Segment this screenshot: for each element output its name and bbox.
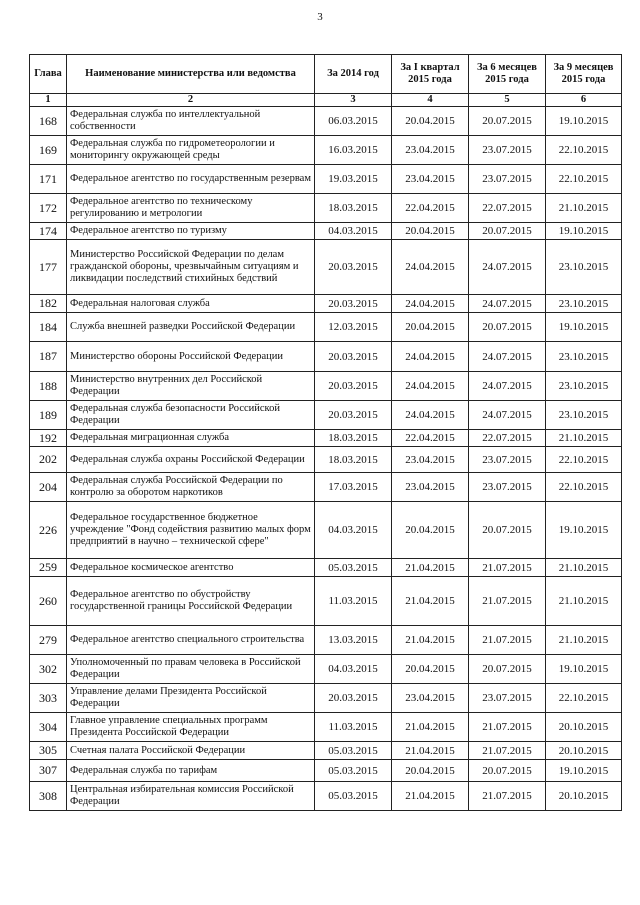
- table-row: [30, 577, 622, 626]
- date-6-months-cell: 20.07.2015: [469, 223, 546, 240]
- ministry-name-cell: Федеральная служба охраны Российской Федерации: [67, 447, 315, 473]
- date-6-months-cell: 24.07.2015: [469, 295, 546, 313]
- date-6-months-cell: 23.07.2015: [469, 447, 546, 473]
- date-q1-cell: 20.04.2015: [392, 223, 469, 240]
- date-q1-cell: 20.04.2015: [392, 313, 469, 342]
- date-2014-cell: 17.03.2015: [315, 473, 392, 502]
- chapter-cell: 307: [30, 760, 67, 782]
- ministry-name-cell: Федеральное агентство специального строительства: [67, 626, 315, 655]
- header-row: [30, 55, 622, 94]
- chapter-cell: 174: [30, 223, 67, 240]
- date-q1-cell: 21.04.2015: [392, 559, 469, 577]
- ministry-name-cell: Федеральная служба по гидрометеорологии и мониторингу окружающей среды: [67, 136, 315, 165]
- chapter-cell: 302: [30, 655, 67, 684]
- ministry-name-cell: Федеральная служба безопасности Российской Федерации: [67, 401, 315, 430]
- chapter-cell: 189: [30, 401, 67, 430]
- date-q1-cell: 24.04.2015: [392, 240, 469, 295]
- ministry-name-cell: Главное управление специальных программ Президента Российской Федерации: [67, 713, 315, 742]
- table-row: [30, 401, 622, 430]
- date-6-months-cell: 22.07.2015: [469, 194, 546, 223]
- header-9-months-2015: За 9 месяцев 2015 года: [546, 55, 622, 94]
- date-q1-cell: 21.04.2015: [392, 626, 469, 655]
- table-row: [30, 626, 622, 655]
- column-number: 6: [546, 94, 622, 107]
- date-2014-cell: 20.03.2015: [315, 342, 392, 372]
- date-2014-cell: 06.03.2015: [315, 107, 392, 136]
- date-2014-cell: 05.03.2015: [315, 742, 392, 760]
- date-6-months-cell: 20.07.2015: [469, 655, 546, 684]
- chapter-cell: 305: [30, 742, 67, 760]
- date-9-months-cell: 19.10.2015: [546, 107, 622, 136]
- date-2014-cell: 12.03.2015: [315, 313, 392, 342]
- date-2014-cell: 13.03.2015: [315, 626, 392, 655]
- table-row: [30, 313, 622, 342]
- date-9-months-cell: 21.10.2015: [546, 626, 622, 655]
- chapter-cell: 187: [30, 342, 67, 372]
- date-2014-cell: 20.03.2015: [315, 240, 392, 295]
- chapter-cell: 184: [30, 313, 67, 342]
- chapter-cell: 259: [30, 559, 67, 577]
- ministry-name-cell: Министерство обороны Российской Федерации: [67, 342, 315, 372]
- date-6-months-cell: 21.07.2015: [469, 713, 546, 742]
- date-2014-cell: 18.03.2015: [315, 430, 392, 447]
- table-row: [30, 713, 622, 742]
- chapter-cell: 308: [30, 782, 67, 811]
- chapter-cell: 304: [30, 713, 67, 742]
- header-6-months-2015: За 6 месяцев 2015 года: [469, 55, 546, 94]
- date-q1-cell: 21.04.2015: [392, 577, 469, 626]
- table-row: [30, 194, 622, 223]
- date-9-months-cell: 23.10.2015: [546, 342, 622, 372]
- chapter-cell: 188: [30, 372, 67, 401]
- date-2014-cell: 11.03.2015: [315, 577, 392, 626]
- chapter-cell: 169: [30, 136, 67, 165]
- table-row: [30, 742, 622, 760]
- date-9-months-cell: 19.10.2015: [546, 313, 622, 342]
- ministry-name-cell: Уполномоченный по правам человека в Российской Федерации: [67, 655, 315, 684]
- date-6-months-cell: 24.07.2015: [469, 372, 546, 401]
- date-6-months-cell: 20.07.2015: [469, 107, 546, 136]
- ministry-name-cell: Центральная избирательная комиссия Российской Федерации: [67, 782, 315, 811]
- chapter-cell: 171: [30, 165, 67, 194]
- date-6-months-cell: 24.07.2015: [469, 401, 546, 430]
- table-row: [30, 473, 622, 502]
- date-9-months-cell: 19.10.2015: [546, 655, 622, 684]
- chapter-cell: 182: [30, 295, 67, 313]
- ministry-name-cell: Федеральная миграционная служба: [67, 430, 315, 447]
- chapter-cell: 202: [30, 447, 67, 473]
- date-6-months-cell: 24.07.2015: [469, 240, 546, 295]
- date-q1-cell: 23.04.2015: [392, 447, 469, 473]
- date-2014-cell: 05.03.2015: [315, 559, 392, 577]
- chapter-cell: 192: [30, 430, 67, 447]
- date-6-months-cell: 23.07.2015: [469, 136, 546, 165]
- ministry-name-cell: Федеральное государственное бюджетное учреждение "Фонд содействия развитию малых форм предприятий в научно – технической сфере": [67, 502, 315, 559]
- date-9-months-cell: 20.10.2015: [546, 782, 622, 811]
- date-2014-cell: 04.03.2015: [315, 655, 392, 684]
- date-q1-cell: 22.04.2015: [392, 194, 469, 223]
- date-9-months-cell: 21.10.2015: [546, 194, 622, 223]
- date-9-months-cell: 22.10.2015: [546, 684, 622, 713]
- date-9-months-cell: 21.10.2015: [546, 577, 622, 626]
- date-q1-cell: 23.04.2015: [392, 473, 469, 502]
- chapter-cell: 226: [30, 502, 67, 559]
- table-row: [30, 372, 622, 401]
- column-number-row: [30, 94, 622, 107]
- date-9-months-cell: 23.10.2015: [546, 240, 622, 295]
- date-9-months-cell: 19.10.2015: [546, 502, 622, 559]
- date-6-months-cell: 23.07.2015: [469, 684, 546, 713]
- ministry-name-cell: Федеральная служба по тарифам: [67, 760, 315, 782]
- date-q1-cell: 21.04.2015: [392, 713, 469, 742]
- date-2014-cell: 20.03.2015: [315, 684, 392, 713]
- ministry-name-cell: Управление делами Президента Российской Федерации: [67, 684, 315, 713]
- header-name: Наименование министерства или ведомства: [67, 55, 315, 94]
- chapter-cell: 172: [30, 194, 67, 223]
- chapter-cell: 168: [30, 107, 67, 136]
- date-6-months-cell: 20.07.2015: [469, 313, 546, 342]
- ministry-name-cell: Федеральная служба по интеллектуальной собственности: [67, 107, 315, 136]
- table-row: [30, 782, 622, 811]
- header-year-2014: За 2014 год: [315, 55, 392, 94]
- date-q1-cell: 20.04.2015: [392, 107, 469, 136]
- date-9-months-cell: 19.10.2015: [546, 760, 622, 782]
- date-9-months-cell: 23.10.2015: [546, 295, 622, 313]
- column-number: 4: [392, 94, 469, 107]
- date-9-months-cell: 21.10.2015: [546, 430, 622, 447]
- table-row: [30, 559, 622, 577]
- date-6-months-cell: 24.07.2015: [469, 342, 546, 372]
- date-6-months-cell: 21.07.2015: [469, 782, 546, 811]
- table-row: [30, 223, 622, 240]
- date-6-months-cell: 20.07.2015: [469, 502, 546, 559]
- date-9-months-cell: 22.10.2015: [546, 165, 622, 194]
- date-2014-cell: 04.03.2015: [315, 502, 392, 559]
- date-9-months-cell: 23.10.2015: [546, 401, 622, 430]
- ministry-name-cell: Федеральное космическое агентство: [67, 559, 315, 577]
- date-q1-cell: 22.04.2015: [392, 430, 469, 447]
- table-body: [30, 107, 622, 811]
- date-9-months-cell: 23.10.2015: [546, 372, 622, 401]
- date-2014-cell: 11.03.2015: [315, 713, 392, 742]
- table-row: [30, 502, 622, 559]
- date-2014-cell: 18.03.2015: [315, 447, 392, 473]
- date-6-months-cell: 21.07.2015: [469, 577, 546, 626]
- date-q1-cell: 21.04.2015: [392, 782, 469, 811]
- date-q1-cell: 23.04.2015: [392, 136, 469, 165]
- date-2014-cell: 20.03.2015: [315, 372, 392, 401]
- ministry-name-cell: Федеральная служба Российской Федерации по контролю за оборотом наркотиков: [67, 473, 315, 502]
- date-6-months-cell: 21.07.2015: [469, 742, 546, 760]
- date-6-months-cell: 23.07.2015: [469, 165, 546, 194]
- date-q1-cell: 24.04.2015: [392, 401, 469, 430]
- date-2014-cell: 04.03.2015: [315, 223, 392, 240]
- table-row: [30, 342, 622, 372]
- column-number: 1: [30, 94, 67, 107]
- header-q1-2015: За I квартал 2015 года: [392, 55, 469, 94]
- date-9-months-cell: 22.10.2015: [546, 473, 622, 502]
- date-q1-cell: 24.04.2015: [392, 372, 469, 401]
- ministry-name-cell: Федеральная налоговая служба: [67, 295, 315, 313]
- deadlines-table: [29, 54, 622, 811]
- date-2014-cell: 20.03.2015: [315, 401, 392, 430]
- date-2014-cell: 05.03.2015: [315, 782, 392, 811]
- chapter-cell: 204: [30, 473, 67, 502]
- ministry-name-cell: Счетная палата Российской Федерации: [67, 742, 315, 760]
- date-9-months-cell: 20.10.2015: [546, 713, 622, 742]
- date-6-months-cell: 21.07.2015: [469, 559, 546, 577]
- date-9-months-cell: 20.10.2015: [546, 742, 622, 760]
- table-row: [30, 760, 622, 782]
- date-9-months-cell: 22.10.2015: [546, 447, 622, 473]
- date-q1-cell: 20.04.2015: [392, 760, 469, 782]
- date-2014-cell: 19.03.2015: [315, 165, 392, 194]
- date-2014-cell: 18.03.2015: [315, 194, 392, 223]
- header-chapter: Глава: [30, 55, 67, 94]
- table-row: [30, 165, 622, 194]
- table-row: [30, 447, 622, 473]
- date-2014-cell: 20.03.2015: [315, 295, 392, 313]
- column-number: 2: [67, 94, 315, 107]
- date-q1-cell: 24.04.2015: [392, 295, 469, 313]
- date-2014-cell: 16.03.2015: [315, 136, 392, 165]
- ministry-name-cell: Федеральное агентство по техническому регулированию и метрологии: [67, 194, 315, 223]
- ministry-name-cell: Министерство Российской Федерации по делам гражданской обороны, чрезвычайным ситуациям и ликвидации последствий стихийных бедствий: [67, 240, 315, 295]
- date-6-months-cell: 21.07.2015: [469, 626, 546, 655]
- chapter-cell: 177: [30, 240, 67, 295]
- ministry-name-cell: Министерство внутренних дел Российской Федерации: [67, 372, 315, 401]
- column-number: 3: [315, 94, 392, 107]
- column-number: 5: [469, 94, 546, 107]
- date-9-months-cell: 19.10.2015: [546, 223, 622, 240]
- ministry-name-cell: Федеральное агентство по обустройству государственной границы Российской Федерации: [67, 577, 315, 626]
- ministry-name-cell: Федеральное агентство по туризму: [67, 223, 315, 240]
- date-2014-cell: 05.03.2015: [315, 760, 392, 782]
- date-q1-cell: 21.04.2015: [392, 742, 469, 760]
- date-q1-cell: 23.04.2015: [392, 684, 469, 713]
- date-9-months-cell: 22.10.2015: [546, 136, 622, 165]
- date-q1-cell: 24.04.2015: [392, 342, 469, 372]
- page-number: 3: [317, 11, 323, 23]
- chapter-cell: 260: [30, 577, 67, 626]
- chapter-cell: 303: [30, 684, 67, 713]
- date-6-months-cell: 20.07.2015: [469, 760, 546, 782]
- table-row: [30, 430, 622, 447]
- date-9-months-cell: 21.10.2015: [546, 559, 622, 577]
- date-6-months-cell: 22.07.2015: [469, 430, 546, 447]
- table-row: [30, 136, 622, 165]
- date-6-months-cell: 23.07.2015: [469, 473, 546, 502]
- chapter-cell: 279: [30, 626, 67, 655]
- table-row: [30, 295, 622, 313]
- date-q1-cell: 20.04.2015: [392, 655, 469, 684]
- table-row: [30, 655, 622, 684]
- table-row: [30, 240, 622, 295]
- table-row: [30, 684, 622, 713]
- ministry-name-cell: Служба внешней разведки Российской Федерации: [67, 313, 315, 342]
- table-row: [30, 107, 622, 136]
- date-q1-cell: 20.04.2015: [392, 502, 469, 559]
- date-q1-cell: 23.04.2015: [392, 165, 469, 194]
- ministry-name-cell: Федеральное агентство по государственным резервам: [67, 165, 315, 194]
